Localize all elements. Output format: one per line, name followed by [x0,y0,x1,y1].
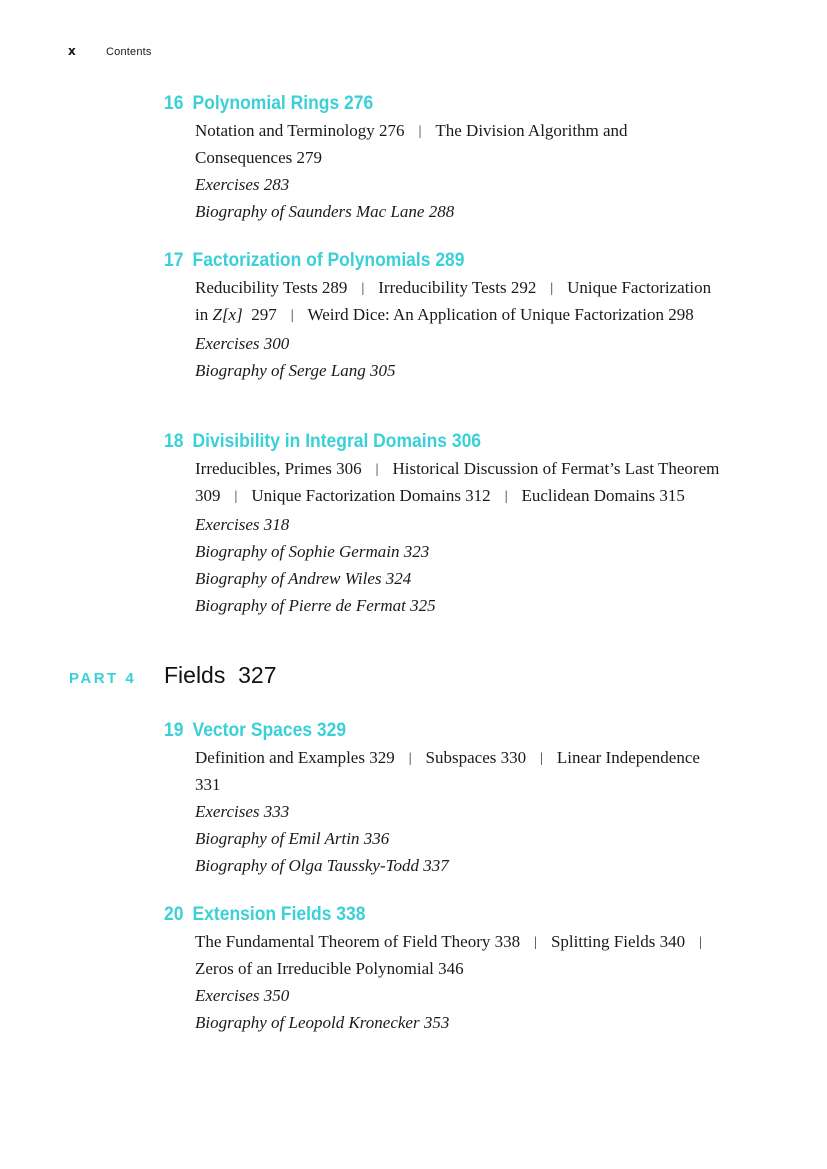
biography-entry[interactable]: Biography of Olga Taussky-Todd 337 [195,856,449,875]
topic-separator: | [408,751,412,766]
chapter-title: Factorization of Polynomials 289 [192,250,465,271]
topic[interactable]: Linear Independence 331 [195,748,700,794]
chapter-heading[interactable] [164,430,679,456]
topic[interactable]: Subspaces 330 [425,748,527,767]
topic-separator: | [375,462,379,477]
chapter-topics [195,118,724,170]
topic[interactable]: Reducibility Tests 289 [195,278,348,297]
chapter-heading[interactable] [164,719,679,745]
exercises-entry[interactable]: Exercises 333 [195,802,290,821]
biography-entry[interactable]: Biography of Andrew Wiles 324 [195,569,412,588]
topic-separator: | [504,489,508,504]
topic-separator: | [534,935,537,950]
chapter-number: 20 [164,904,184,925]
chapter-number: 16 [164,93,184,114]
chapter-18 [164,430,724,618]
chapter-topics [195,456,724,510]
chapter-heading[interactable] [164,249,679,275]
topic-page: 297 [242,305,277,324]
running-head: Contents [106,46,152,58]
topic[interactable]: Historical Discussion of Fermat’s Last Theorem 309 [195,459,720,505]
chapter-number: 19 [164,720,184,741]
biography-entry[interactable]: Biography of Saunders Mac Lane 288 [195,202,455,221]
part-label: PART 4 [69,670,137,687]
chapter-heading[interactable] [164,903,679,929]
chapter-title: Extension Fields 338 [192,904,366,925]
chapter-20 [164,903,724,1035]
chapter-17 [164,249,724,383]
topic[interactable]: Zeros of an Irreducible Polynomial 346 [195,959,464,978]
topic-separator: | [234,489,238,504]
chapter-number: 17 [164,250,184,271]
topic-separator: | [540,751,543,766]
topic[interactable]: Weird Dice: An Application of Unique Factorization 298 [307,305,694,324]
exercises-entry[interactable]: Exercises 300 [195,334,290,353]
biography-entry[interactable]: Biography of Leopold Kronecker 353 [195,1013,450,1032]
biography-entry[interactable]: Biography of Emil Artin 336 [195,829,390,848]
topic[interactable]: Notation and Terminology 276 [195,121,405,140]
chapter-topics [195,275,724,329]
biography-entry[interactable]: Biography of Serge Lang 305 [195,361,396,380]
topic-separator: | [361,281,365,296]
topic[interactable]: Euclidean Domains 315 [521,486,685,505]
topic-separator: | [550,281,554,296]
topic[interactable]: Definition and Examples 329 [195,748,395,767]
part-title: Fields 327 [164,662,277,688]
page-header [68,44,152,58]
chapter-topics [195,929,724,981]
topic-separator: | [290,308,294,323]
chapter-title: Vector Spaces 329 [192,720,347,741]
exercises-entry[interactable]: Exercises 318 [195,515,290,534]
topic[interactable]: The Division Algorithm and Consequences 279 [195,121,628,167]
topic-separator: | [418,124,422,139]
part-heading[interactable] [69,662,277,689]
topic-separator: | [699,935,702,950]
chapter-number: 18 [164,431,184,452]
topic[interactable]: Unique Factorization Domains 312 [251,486,491,505]
exercises-entry[interactable]: Exercises 350 [195,986,290,1005]
topic[interactable]: Splitting Fields 340 [550,932,686,951]
chapter-16 [164,92,724,224]
chapter-19 [164,719,724,878]
topic[interactable]: Irreducibles, Primes 306 [195,459,362,478]
chapter-topics [195,745,724,797]
exercises-entry[interactable]: Exercises 283 [195,175,290,194]
math-symbol: Z[x] [212,305,243,324]
biography-entry[interactable]: Biography of Sophie Germain 323 [195,542,430,561]
topic-text: Unique Factorization in [195,278,712,324]
chapter-title: Divisibility in Integral Domains 306 [192,431,482,452]
topic[interactable]: Irreducibility Tests 292 [378,278,537,297]
biography-entry[interactable]: Biography of Pierre de Fermat 325 [195,596,436,615]
chapter-heading[interactable] [164,92,679,118]
chapter-title: Polynomial Rings 276 [192,93,374,114]
page-number: x [68,44,76,58]
topic[interactable]: The Fundamental Theorem of Field Theory 338 [195,932,521,951]
